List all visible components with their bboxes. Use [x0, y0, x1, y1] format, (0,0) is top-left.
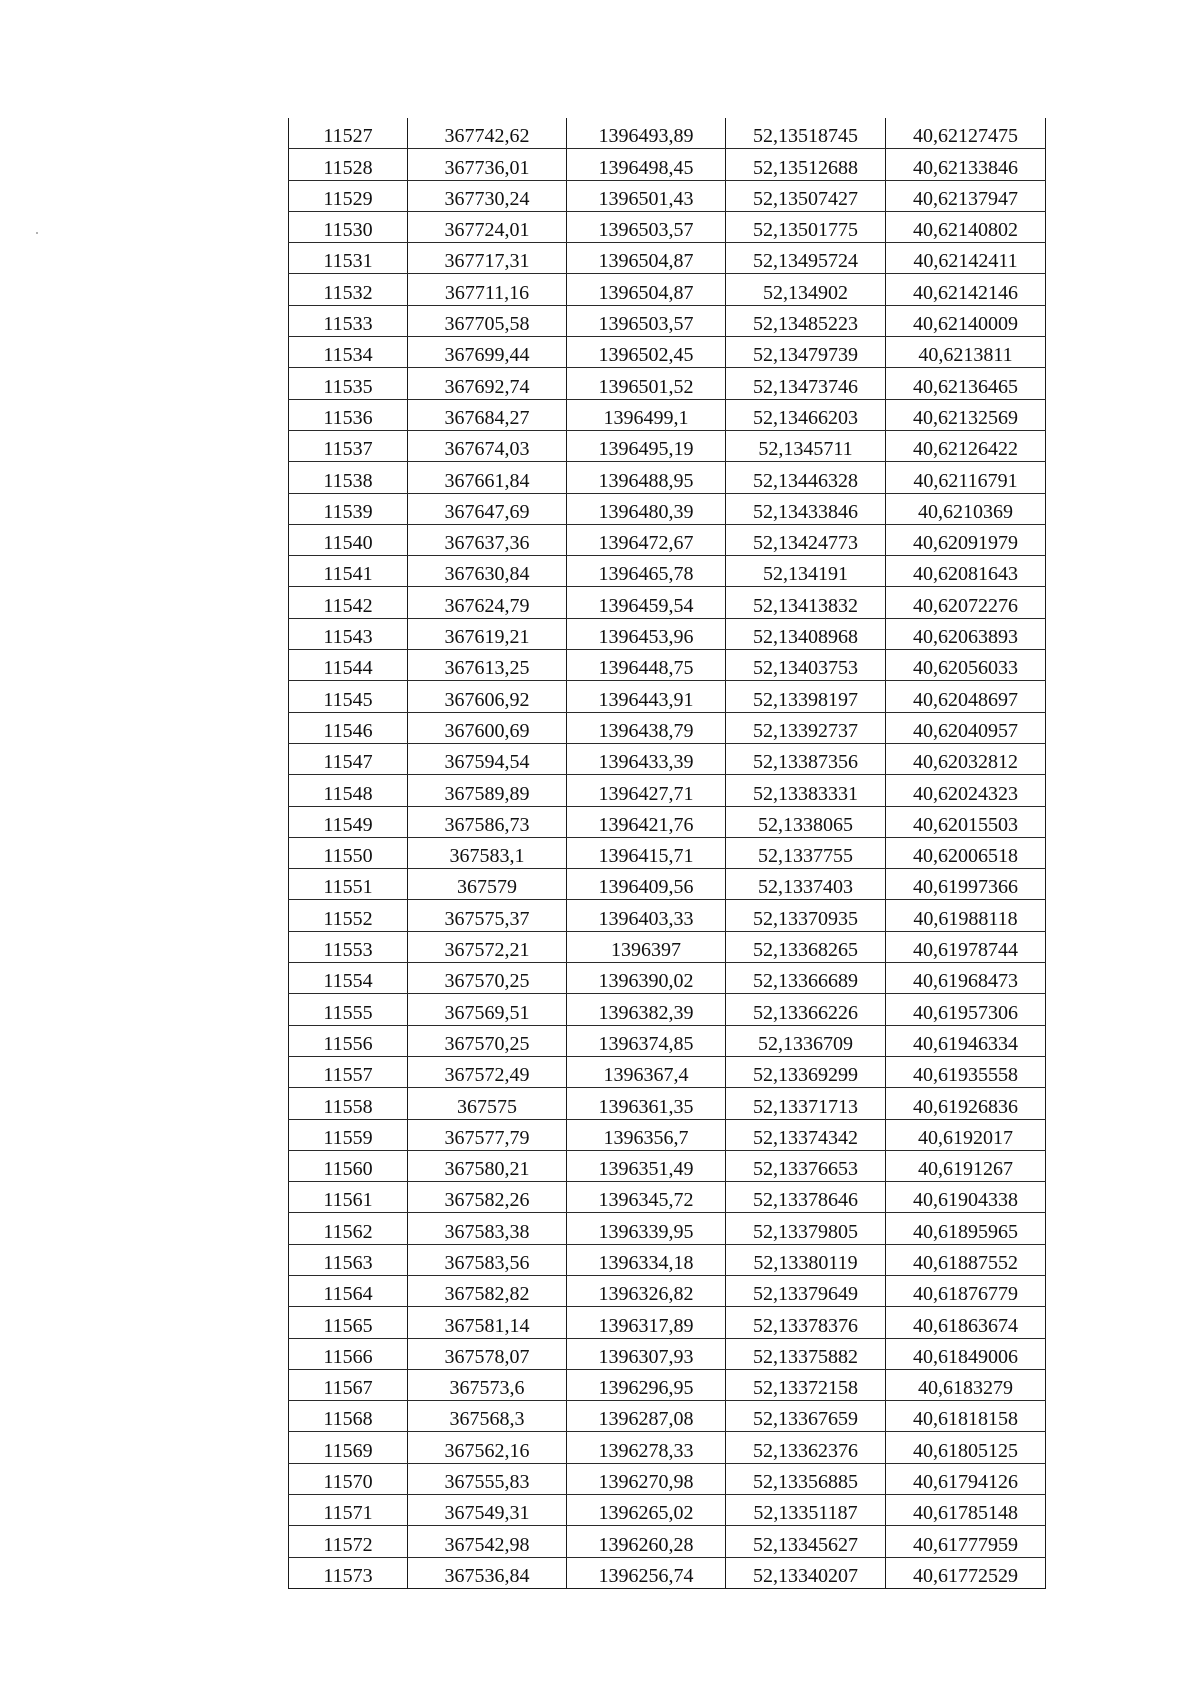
point-number-cell: 11554 [289, 963, 408, 994]
table-row [289, 180, 1046, 211]
table-row [289, 712, 1046, 743]
point-number-cell: 11535 [289, 368, 408, 399]
x-coordinate-cell: 367572,49 [408, 1056, 567, 1087]
latitude-cell: 52,13370935 [726, 900, 886, 931]
point-number-cell: 11552 [289, 900, 408, 931]
y-coordinate-cell: 1396278,33 [567, 1432, 726, 1463]
x-coordinate-cell: 367619,21 [408, 618, 567, 649]
table-row [289, 1182, 1046, 1213]
latitude-cell: 52,13392737 [726, 712, 886, 743]
table-row [289, 1338, 1046, 1369]
x-coordinate-cell: 367583,38 [408, 1213, 567, 1244]
coordinates-table-body [289, 118, 1046, 1588]
y-coordinate-cell: 1396465,78 [567, 556, 726, 587]
y-coordinate-cell: 1396501,52 [567, 368, 726, 399]
x-coordinate-cell: 367711,16 [408, 274, 567, 305]
table-row [289, 149, 1046, 180]
x-coordinate-cell: 367717,31 [408, 243, 567, 274]
y-coordinate-cell: 1396472,67 [567, 524, 726, 555]
x-coordinate-cell: 367630,84 [408, 556, 567, 587]
latitude-cell: 52,13366689 [726, 963, 886, 994]
latitude-cell: 52,13518745 [726, 118, 886, 149]
coordinates-table [288, 118, 1046, 1589]
scan-artifact-dot [36, 232, 38, 234]
latitude-cell: 52,134191 [726, 556, 886, 587]
latitude-cell: 52,13379805 [726, 1213, 886, 1244]
table-row [289, 430, 1046, 461]
longitude-cell: 40,61978744 [886, 931, 1046, 962]
latitude-cell: 52,13446328 [726, 462, 886, 493]
y-coordinate-cell: 1396397 [567, 931, 726, 962]
latitude-cell: 52,13501775 [726, 211, 886, 242]
y-coordinate-cell: 1396493,89 [567, 118, 726, 149]
table-row [289, 1526, 1046, 1557]
x-coordinate-cell: 367575 [408, 1088, 567, 1119]
y-coordinate-cell: 1396296,95 [567, 1369, 726, 1400]
table-row [289, 493, 1046, 524]
longitude-cell: 40,6191267 [886, 1150, 1046, 1181]
table-row [289, 1244, 1046, 1275]
y-coordinate-cell: 1396480,39 [567, 493, 726, 524]
y-coordinate-cell: 1396448,75 [567, 650, 726, 681]
latitude-cell: 52,13369299 [726, 1056, 886, 1087]
point-number-cell: 11567 [289, 1369, 408, 1400]
longitude-cell: 40,61876779 [886, 1275, 1046, 1306]
x-coordinate-cell: 367555,83 [408, 1463, 567, 1494]
latitude-cell: 52,13383331 [726, 775, 886, 806]
table-row [289, 650, 1046, 681]
point-number-cell: 11528 [289, 149, 408, 180]
table-row [289, 1369, 1046, 1400]
table-row [289, 337, 1046, 368]
table-row [289, 618, 1046, 649]
y-coordinate-cell: 1396339,95 [567, 1213, 726, 1244]
longitude-cell: 40,6213811 [886, 337, 1046, 368]
latitude-cell: 52,13371713 [726, 1088, 886, 1119]
longitude-cell: 40,62072276 [886, 587, 1046, 618]
latitude-cell: 52,13398197 [726, 681, 886, 712]
x-coordinate-cell: 367692,74 [408, 368, 567, 399]
longitude-cell: 40,62024323 [886, 775, 1046, 806]
table-row [289, 994, 1046, 1025]
y-coordinate-cell: 1396504,87 [567, 274, 726, 305]
x-coordinate-cell: 367582,26 [408, 1182, 567, 1213]
point-number-cell: 11559 [289, 1119, 408, 1150]
longitude-cell: 40,61887552 [886, 1244, 1046, 1275]
longitude-cell: 40,61895965 [886, 1213, 1046, 1244]
table-row [289, 587, 1046, 618]
point-number-cell: 11536 [289, 399, 408, 430]
longitude-cell: 40,62032812 [886, 743, 1046, 774]
latitude-cell: 52,1337755 [726, 837, 886, 868]
x-coordinate-cell: 367613,25 [408, 650, 567, 681]
point-number-cell: 11562 [289, 1213, 408, 1244]
y-coordinate-cell: 1396403,33 [567, 900, 726, 931]
x-coordinate-cell: 367647,69 [408, 493, 567, 524]
point-number-cell: 11542 [289, 587, 408, 618]
latitude-cell: 52,13495724 [726, 243, 886, 274]
y-coordinate-cell: 1396438,79 [567, 712, 726, 743]
y-coordinate-cell: 1396260,28 [567, 1526, 726, 1557]
point-number-cell: 11540 [289, 524, 408, 555]
latitude-cell: 52,1338065 [726, 806, 886, 837]
point-number-cell: 11553 [289, 931, 408, 962]
table-row [289, 837, 1046, 868]
y-coordinate-cell: 1396427,71 [567, 775, 726, 806]
x-coordinate-cell: 367684,27 [408, 399, 567, 430]
y-coordinate-cell: 1396256,74 [567, 1557, 726, 1588]
y-coordinate-cell: 1396356,7 [567, 1119, 726, 1150]
y-coordinate-cell: 1396498,45 [567, 149, 726, 180]
table-row [289, 1495, 1046, 1526]
y-coordinate-cell: 1396326,82 [567, 1275, 726, 1306]
x-coordinate-cell: 367568,3 [408, 1401, 567, 1432]
latitude-cell: 52,13345627 [726, 1526, 886, 1557]
longitude-cell: 40,6192017 [886, 1119, 1046, 1150]
point-number-cell: 11539 [289, 493, 408, 524]
y-coordinate-cell: 1396503,57 [567, 305, 726, 336]
x-coordinate-cell: 367572,21 [408, 931, 567, 962]
point-number-cell: 11572 [289, 1526, 408, 1557]
latitude-cell: 52,13372158 [726, 1369, 886, 1400]
y-coordinate-cell: 1396317,89 [567, 1307, 726, 1338]
longitude-cell: 40,61785148 [886, 1495, 1046, 1526]
x-coordinate-cell: 367583,56 [408, 1244, 567, 1275]
x-coordinate-cell: 367736,01 [408, 149, 567, 180]
x-coordinate-cell: 367594,54 [408, 743, 567, 774]
latitude-cell: 52,13366226 [726, 994, 886, 1025]
longitude-cell: 40,62126422 [886, 430, 1046, 461]
x-coordinate-cell: 367536,84 [408, 1557, 567, 1588]
longitude-cell: 40,61997366 [886, 869, 1046, 900]
latitude-cell: 52,13507427 [726, 180, 886, 211]
x-coordinate-cell: 367569,51 [408, 994, 567, 1025]
longitude-cell: 40,62140009 [886, 305, 1046, 336]
y-coordinate-cell: 1396495,19 [567, 430, 726, 461]
table-row [289, 524, 1046, 555]
x-coordinate-cell: 367549,31 [408, 1495, 567, 1526]
table-row [289, 1463, 1046, 1494]
latitude-cell: 52,13387356 [726, 743, 886, 774]
y-coordinate-cell: 1396501,43 [567, 180, 726, 211]
y-coordinate-cell: 1396499,1 [567, 399, 726, 430]
latitude-cell: 52,13466203 [726, 399, 886, 430]
point-number-cell: 11558 [289, 1088, 408, 1119]
longitude-cell: 40,61849006 [886, 1338, 1046, 1369]
longitude-cell: 40,6210369 [886, 493, 1046, 524]
point-number-cell: 11566 [289, 1338, 408, 1369]
point-number-cell: 11563 [289, 1244, 408, 1275]
table-row [289, 1025, 1046, 1056]
longitude-cell: 40,62091979 [886, 524, 1046, 555]
y-coordinate-cell: 1396453,96 [567, 618, 726, 649]
longitude-cell: 40,61946334 [886, 1025, 1046, 1056]
table-row [289, 462, 1046, 493]
latitude-cell: 52,13375882 [726, 1338, 886, 1369]
y-coordinate-cell: 1396421,76 [567, 806, 726, 837]
y-coordinate-cell: 1396488,95 [567, 462, 726, 493]
point-number-cell: 11537 [289, 430, 408, 461]
x-coordinate-cell: 367581,14 [408, 1307, 567, 1338]
point-number-cell: 11543 [289, 618, 408, 649]
y-coordinate-cell: 1396270,98 [567, 1463, 726, 1494]
point-number-cell: 11548 [289, 775, 408, 806]
latitude-cell: 52,13362376 [726, 1432, 886, 1463]
latitude-cell: 52,13424773 [726, 524, 886, 555]
table-row [289, 743, 1046, 774]
latitude-cell: 52,13378376 [726, 1307, 886, 1338]
x-coordinate-cell: 367586,73 [408, 806, 567, 837]
point-number-cell: 11550 [289, 837, 408, 868]
longitude-cell: 40,62142411 [886, 243, 1046, 274]
x-coordinate-cell: 367637,36 [408, 524, 567, 555]
y-coordinate-cell: 1396502,45 [567, 337, 726, 368]
point-number-cell: 11529 [289, 180, 408, 211]
longitude-cell: 40,62056033 [886, 650, 1046, 681]
point-number-cell: 11534 [289, 337, 408, 368]
latitude-cell: 52,13380119 [726, 1244, 886, 1275]
point-number-cell: 11570 [289, 1463, 408, 1494]
longitude-cell: 40,62136465 [886, 368, 1046, 399]
y-coordinate-cell: 1396361,35 [567, 1088, 726, 1119]
point-number-cell: 11551 [289, 869, 408, 900]
latitude-cell: 52,13367659 [726, 1401, 886, 1432]
table-row [289, 243, 1046, 274]
table-row [289, 305, 1046, 336]
y-coordinate-cell: 1396374,85 [567, 1025, 726, 1056]
x-coordinate-cell: 367562,16 [408, 1432, 567, 1463]
point-number-cell: 11561 [289, 1182, 408, 1213]
longitude-cell: 40,61805125 [886, 1432, 1046, 1463]
table-row [289, 963, 1046, 994]
x-coordinate-cell: 367575,37 [408, 900, 567, 931]
y-coordinate-cell: 1396382,39 [567, 994, 726, 1025]
point-number-cell: 11556 [289, 1025, 408, 1056]
latitude-cell: 52,13379649 [726, 1275, 886, 1306]
y-coordinate-cell: 1396351,49 [567, 1150, 726, 1181]
longitude-cell: 40,61935558 [886, 1056, 1046, 1087]
point-number-cell: 11532 [289, 274, 408, 305]
latitude-cell: 52,13433846 [726, 493, 886, 524]
x-coordinate-cell: 367580,21 [408, 1150, 567, 1181]
longitude-cell: 40,62048697 [886, 681, 1046, 712]
y-coordinate-cell: 1396443,91 [567, 681, 726, 712]
longitude-cell: 40,61988118 [886, 900, 1046, 931]
longitude-cell: 40,61772529 [886, 1557, 1046, 1588]
point-number-cell: 11545 [289, 681, 408, 712]
point-number-cell: 11527 [289, 118, 408, 149]
y-coordinate-cell: 1396345,72 [567, 1182, 726, 1213]
table-row [289, 1557, 1046, 1588]
latitude-cell: 52,13485223 [726, 305, 886, 336]
point-number-cell: 11541 [289, 556, 408, 587]
point-number-cell: 11533 [289, 305, 408, 336]
latitude-cell: 52,13512688 [726, 149, 886, 180]
latitude-cell: 52,13340207 [726, 1557, 886, 1588]
table-row [289, 1119, 1046, 1150]
x-coordinate-cell: 367582,82 [408, 1275, 567, 1306]
x-coordinate-cell: 367742,62 [408, 118, 567, 149]
y-coordinate-cell: 1396504,87 [567, 243, 726, 274]
table-row [289, 1088, 1046, 1119]
latitude-cell: 52,13351187 [726, 1495, 886, 1526]
longitude-cell: 40,62081643 [886, 556, 1046, 587]
point-number-cell: 11560 [289, 1150, 408, 1181]
point-number-cell: 11569 [289, 1432, 408, 1463]
x-coordinate-cell: 367624,79 [408, 587, 567, 618]
longitude-cell: 40,62127475 [886, 118, 1046, 149]
x-coordinate-cell: 367583,1 [408, 837, 567, 868]
point-number-cell: 11565 [289, 1307, 408, 1338]
point-number-cell: 11568 [289, 1401, 408, 1432]
x-coordinate-cell: 367600,69 [408, 712, 567, 743]
longitude-cell: 40,61957306 [886, 994, 1046, 1025]
table-row [289, 681, 1046, 712]
table-row [289, 1056, 1046, 1087]
y-coordinate-cell: 1396415,71 [567, 837, 726, 868]
point-number-cell: 11573 [289, 1557, 408, 1588]
x-coordinate-cell: 367577,79 [408, 1119, 567, 1150]
x-coordinate-cell: 367589,89 [408, 775, 567, 806]
y-coordinate-cell: 1396503,57 [567, 211, 726, 242]
longitude-cell: 40,61863674 [886, 1307, 1046, 1338]
table-row [289, 1432, 1046, 1463]
latitude-cell: 52,13356885 [726, 1463, 886, 1494]
point-number-cell: 11544 [289, 650, 408, 681]
y-coordinate-cell: 1396307,93 [567, 1338, 726, 1369]
longitude-cell: 40,62142146 [886, 274, 1046, 305]
longitude-cell: 40,61926836 [886, 1088, 1046, 1119]
y-coordinate-cell: 1396409,56 [567, 869, 726, 900]
table-row [289, 869, 1046, 900]
longitude-cell: 40,62133846 [886, 149, 1046, 180]
table-row [289, 399, 1046, 430]
y-coordinate-cell: 1396334,18 [567, 1244, 726, 1275]
latitude-cell: 52,13378646 [726, 1182, 886, 1213]
x-coordinate-cell: 367570,25 [408, 1025, 567, 1056]
longitude-cell: 40,62140802 [886, 211, 1046, 242]
x-coordinate-cell: 367573,6 [408, 1369, 567, 1400]
latitude-cell: 52,13376653 [726, 1150, 886, 1181]
x-coordinate-cell: 367724,01 [408, 211, 567, 242]
longitude-cell: 40,62015503 [886, 806, 1046, 837]
latitude-cell: 52,1345711 [726, 430, 886, 461]
point-number-cell: 11555 [289, 994, 408, 1025]
latitude-cell: 52,1337403 [726, 869, 886, 900]
latitude-cell: 52,13368265 [726, 931, 886, 962]
x-coordinate-cell: 367570,25 [408, 963, 567, 994]
latitude-cell: 52,13479739 [726, 337, 886, 368]
x-coordinate-cell: 367699,44 [408, 337, 567, 368]
table-row [289, 1307, 1046, 1338]
x-coordinate-cell: 367579 [408, 869, 567, 900]
table-row [289, 1213, 1046, 1244]
x-coordinate-cell: 367542,98 [408, 1526, 567, 1557]
latitude-cell: 52,134902 [726, 274, 886, 305]
table-row [289, 1275, 1046, 1306]
longitude-cell: 40,62116791 [886, 462, 1046, 493]
table-row [289, 556, 1046, 587]
longitude-cell: 40,61904338 [886, 1182, 1046, 1213]
longitude-cell: 40,61818158 [886, 1401, 1046, 1432]
point-number-cell: 11546 [289, 712, 408, 743]
x-coordinate-cell: 367661,84 [408, 462, 567, 493]
longitude-cell: 40,6183279 [886, 1369, 1046, 1400]
point-number-cell: 11557 [289, 1056, 408, 1087]
point-number-cell: 11531 [289, 243, 408, 274]
point-number-cell: 11571 [289, 1495, 408, 1526]
longitude-cell: 40,62006518 [886, 837, 1046, 868]
x-coordinate-cell: 367705,58 [408, 305, 567, 336]
table-row [289, 931, 1046, 962]
table-row [289, 1150, 1046, 1181]
x-coordinate-cell: 367578,07 [408, 1338, 567, 1369]
point-number-cell: 11530 [289, 211, 408, 242]
longitude-cell: 40,62132569 [886, 399, 1046, 430]
latitude-cell: 52,13408968 [726, 618, 886, 649]
latitude-cell: 52,13413832 [726, 587, 886, 618]
table-row [289, 274, 1046, 305]
table-row [289, 1401, 1046, 1432]
point-number-cell: 11549 [289, 806, 408, 837]
table-row [289, 118, 1046, 149]
longitude-cell: 40,61777959 [886, 1526, 1046, 1557]
table-row [289, 775, 1046, 806]
x-coordinate-cell: 367674,03 [408, 430, 567, 461]
latitude-cell: 52,13374342 [726, 1119, 886, 1150]
latitude-cell: 52,13403753 [726, 650, 886, 681]
latitude-cell: 52,1336709 [726, 1025, 886, 1056]
y-coordinate-cell: 1396367,4 [567, 1056, 726, 1087]
x-coordinate-cell: 367606,92 [408, 681, 567, 712]
point-number-cell: 11538 [289, 462, 408, 493]
longitude-cell: 40,62063893 [886, 618, 1046, 649]
y-coordinate-cell: 1396433,39 [567, 743, 726, 774]
table-row [289, 806, 1046, 837]
y-coordinate-cell: 1396287,08 [567, 1401, 726, 1432]
y-coordinate-cell: 1396459,54 [567, 587, 726, 618]
longitude-cell: 40,61968473 [886, 963, 1046, 994]
table-row [289, 900, 1046, 931]
point-number-cell: 11564 [289, 1275, 408, 1306]
longitude-cell: 40,62137947 [886, 180, 1046, 211]
longitude-cell: 40,62040957 [886, 712, 1046, 743]
table-row [289, 211, 1046, 242]
table-row [289, 368, 1046, 399]
longitude-cell: 40,61794126 [886, 1463, 1046, 1494]
latitude-cell: 52,13473746 [726, 368, 886, 399]
point-number-cell: 11547 [289, 743, 408, 774]
x-coordinate-cell: 367730,24 [408, 180, 567, 211]
y-coordinate-cell: 1396390,02 [567, 963, 726, 994]
y-coordinate-cell: 1396265,02 [567, 1495, 726, 1526]
